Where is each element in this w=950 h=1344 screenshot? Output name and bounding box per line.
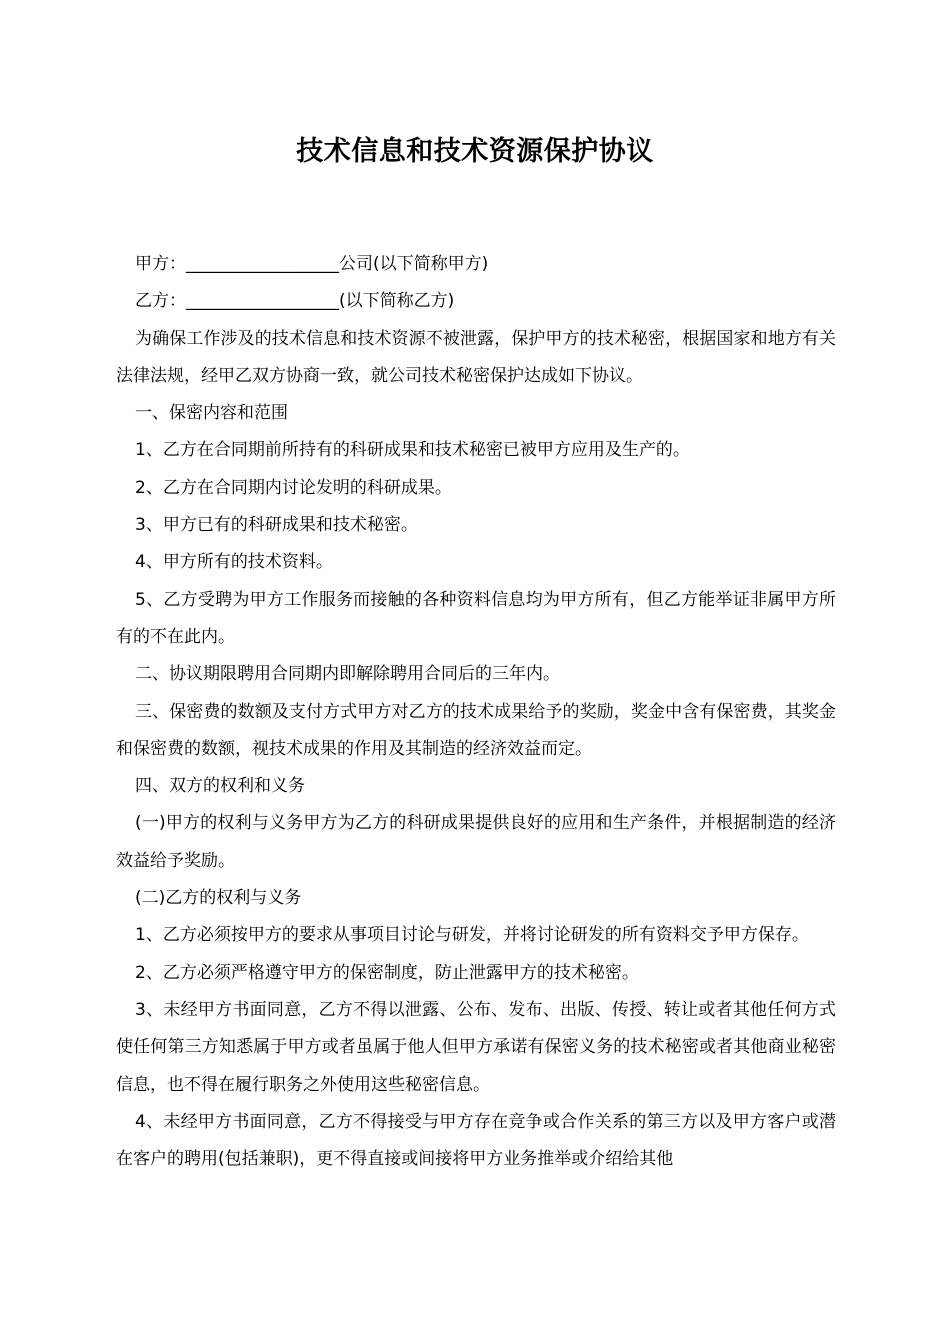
section-heading-3: 三、保密费的数额及支付方式甲方对乙方的技术成果给予的奖励，奖金中含有保密费，其奖金和保密费的数额，视技术成果的作用及其制造的经济效益而定。 xyxy=(116,701,836,759)
clause-1-3: 3、甲方已有的科研成果和技术秘密。 xyxy=(135,515,418,536)
clause-1-2: 2、乙方在合同期内讨论发明的科研成果。 xyxy=(135,477,452,498)
clause-4-2: 2、乙方必须严格遵守甲方的保密制度，防止泄露甲方的技术秘密。 xyxy=(135,962,639,983)
section-heading-1: 一、保密内容和范围 xyxy=(135,403,288,424)
clause-4-4: 4、未经甲方书面同意，乙方不得接受与甲方存在竞争或合作关系的第三方以及甲方客户或潜在客户的聘用(包括兼职)，更不得直接或间接将甲方业务推举或介绍给其他 xyxy=(116,1111,836,1170)
party-b-line: 乙方：__________________(以下简称乙方) xyxy=(135,291,455,312)
party-a-line: 甲方：__________________公司(以下简称甲方) xyxy=(135,254,489,274)
clause-1-5: 5、乙方受聘为甲方工作服务而接触的各种资料信息均为甲方所有，但乙方能举证非属甲方所有的不在此内。 xyxy=(116,589,836,647)
clause-4-1: 1、乙方必须按甲方的要求从事项目讨论与研发，并将讨论研发的所有资料交予甲方保存。 xyxy=(135,925,809,946)
subsection-party-a: (一)甲方的权利与义务甲方为乙方的科研成果提供良好的应用和生产条件，并根据制造的经济效益给予奖励。 xyxy=(116,813,836,871)
section-heading-4: 四、双方的权利和义务 xyxy=(135,776,305,797)
preamble-paragraph: 为确保工作涉及的技术信息和技术资源不被泄露，保护甲方的技术秘密，根据国家和地方有关法律法规，经甲乙双方协商一致，就公司技术秘密保护达成如下协议。 xyxy=(116,328,836,386)
document-body xyxy=(116,246,836,1178)
clause-4-3: 3、未经甲方书面同意，乙方不得以泄露、公布、发布、出版、传授、转让或者其他任何方式使任何第三方知悉属于甲方或者虽属于他人但甲方承诺有保密义务的技术秘密或者其他商业秘密信息，也不得在履行职务之外使用这些秘密信息。 xyxy=(116,999,836,1095)
clause-1-1: 1、乙方在合同期前所持有的科研成果和技术秘密已被甲方应用及生产的。 xyxy=(135,440,690,461)
section-heading-2: 二、协议期限聘用合同期内即解除聘用合同后的三年内。 xyxy=(135,664,560,685)
document-title: 技术信息和技术资源保护协议 xyxy=(296,136,654,167)
clause-1-4: 4、甲方所有的技术资料。 xyxy=(135,552,333,573)
subsection-party-b: (二)乙方的权利与义务 xyxy=(135,888,302,909)
